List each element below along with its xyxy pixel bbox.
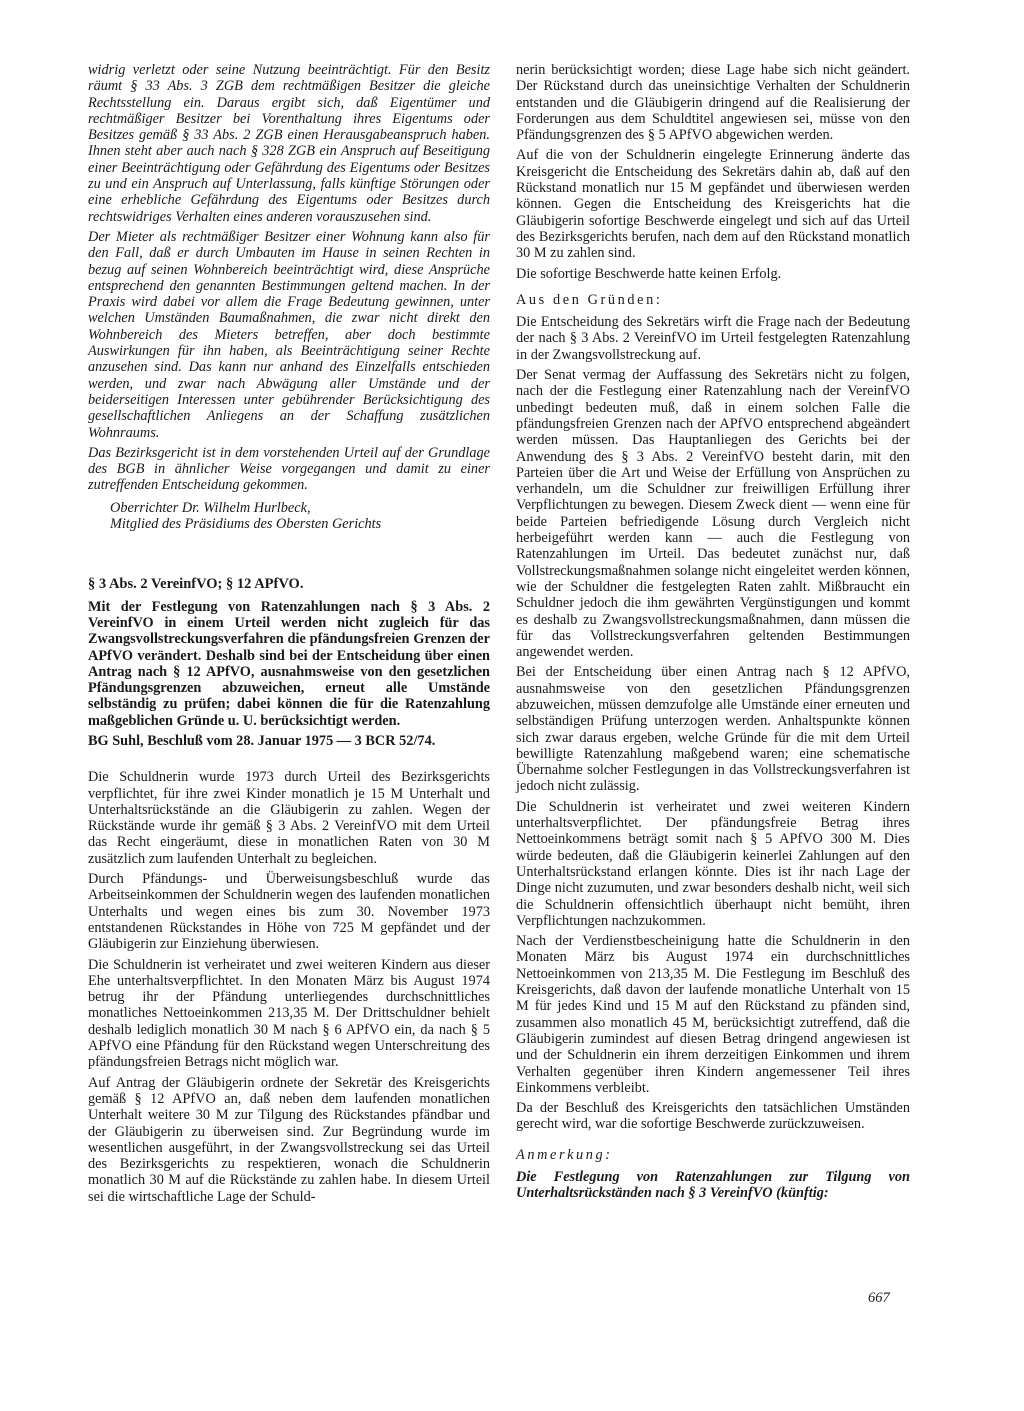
signature-title: Mitglied des Präsidiums des Obersten Gerichts (110, 516, 382, 533)
page-number: 667 (868, 1290, 890, 1306)
note-paragraph: Die Festlegung von Ratenzahlungen zur Tilgung von Unterhaltsrückständen nach § 3 VereinfVO (künftig: (516, 1169, 910, 1202)
facts-paragraph: Die Schuldnerin ist verheiratet und zwei weiteren Kindern aus dieser Ehe unterhaltsverpflichtet. In den Monaten März bis August 1974 betrug ihr der Pfändung unterliegendes durchschnittliches monatliches Nettoeinkommen 213,35 M. Der Drittschuldner behielt deshalb lediglich monatlich 30 M nach § 6 APfVO ein, da nach § 5 APfVO eine Pfändung für den Rückstand wegen Unterschreitung des pfändungsfreien Betrags nicht möglich war. (88, 956, 490, 1071)
grounds-paragraph: Da der Beschluß des Kreisgerichts den tatsächlichen Umständen gerecht wird, war die sofortige Beschwerde zurückzuweisen. (516, 1100, 910, 1133)
facts-paragraph: Auf die von der Schuldnerin eingelegte Erinnerung änderte das Kreisgericht die Entscheidung des Sekretärs dahin ab, daß auf den Rückstand monatlich nur 15 M gepfändet und überwiesen werden können. Gegen die Entscheidung des Kreisgerichts hat die Gläubigerin sofortige Beschwerde eingelegt und sich auf das Urteil des Bezirksgerichts berufen, nach dem auf den Rückstand monatlich 30 M zu zahlen sind. (516, 147, 910, 262)
case-citation: BG Suhl, Beschluß vom 28. Januar 1975 — 3 BCR 52/74. (88, 732, 436, 749)
commentary-paragraph: Das Bezirksgericht ist in dem vorstehenden Urteil auf der Grundlage des BGB in ähnlicher Weise vorgegangen und damit zu einer zutreffenden Entscheidung gekommen. (88, 444, 490, 494)
commentary-paragraph: widrig verletzt oder seine Nutzung beeinträchtigt. Für den Besitz räumt § 33 Abs. 3 ZGB dem rechtmäßigen Besitzer die gleiche Rechtsstellung ein. Daraus ergibt sich, daß Eigentümer und rechtmäßiger Besitzer bei Vorenthaltung ihres Eigentums oder Besitzes gemäß § 33 Abs. 2 ZGB einen Herausgabeanspruch haben. Ihnen steht aber auch nach § 328 ZGB ein Anspruch auf Beseitigung einer Beeinträchtigung oder Gefährdung des Eigentums oder Besitzes zu und ein Anspruch auf Unterlassung, falls künftige Störungen oder eine erhebliche Gefährdung des Eigentums oder Besitzes durch rechtswidriges Verhalten eines anderen vorauszusehen sind. (88, 62, 490, 225)
note-heading: Anmerkung: (516, 1146, 613, 1163)
grounds-heading: Aus den Gründen: (516, 291, 663, 308)
section-heading: § 3 Abs. 2 VereinfVO; § 12 APfVO. (88, 576, 304, 593)
author-signature (110, 500, 490, 533)
grounds-paragraph: Die Schuldnerin ist verheiratet und zwei weiteren Kindern unterhaltsverpflichtet. Der pfändungsfreie Betrag ihres Nettoeinkommens beträgt somit nach § 5 APfVO 300 M. Dies würde bedeuten, daß die Gläubigerin keinerlei Zahlungen auf den Unterhaltsrückstand erlangen könnte. Dies ist ihr nach Lage der Dinge nicht zuzumuten, und zwar besonders deshalb nicht, weil sich die Schuldnerin offensichtlich überhaupt nicht bemüht, ihren Verpflichtungen nachzukommen. (516, 798, 910, 929)
grounds-paragraph: Nach der Verdienstbescheinigung hatte die Schuldnerin in den Monaten März bis August 1974 ein durchschnittliches Nettoeinkommen von 213,35 M. Die Festlegung im Beschluß des Kreisgerichts, daß davon der laufende monatliche Unterhalt von 15 M für jedes Kind und 15 M auf den Rückstand zu pfänden sind, zusammen also monatlich 45 M, berücksichtigt zutreffend, daß die Gläubigerin zumindest auf diesen Betrag dringend angewiesen ist und der Schuldnerin ein ihrem derzeitigen Einkommen und ihrem Verhalten gegenüber ihren Kindern angemessener Teil ihres Einkommens verbleibt. (516, 933, 910, 1096)
grounds-paragraph: Die Entscheidung des Sekretärs wirft die Frage nach der Bedeutung der nach § 3 Abs. 2 VereinfVO im Urteil festgelegten Ratenzahlung in der Zwangsvollstreckung auf. (516, 314, 910, 363)
right-column (516, 62, 910, 1206)
facts-paragraph: Die Schuldnerin wurde 1973 durch Urteil des Bezirksgerichts verpflichtet, für ihre zwei Kinder monatlich je 15 M Unterhalt und Unterhaltsrückstände an die Gläubigerin zu zahlen. Wegen der Rückstände wurde ihr gemäß § 3 Abs. 2 VereinfVO mit dem Urteil das Recht eingeräumt, diese in monatlichen Raten von 30 M zusätzlich zum laufenden Unterhalt zu begleichen. (88, 769, 490, 867)
signature-name: Oberrichter Dr. Wilhelm Hurlbeck, (110, 499, 311, 516)
facts-paragraph: Die sofortige Beschwerde hatte keinen Erfolg. (516, 265, 782, 282)
commentary-paragraph: Der Mieter als rechtmäßiger Besitzer einer Wohnung kann also für den Fall, daß er durch Umbauten im Hause in seinen Rechten in bezug auf seinen Wohnbereich beeinträchtigt wird, diese Ansprüche entsprechend den genannten Bestimmungen geltend machen. In der Praxis wird dabei vor allem die Frage Bedeutung gewinnen, unter welchen Umständen Baumaßnahmen, die zwar nicht direkt den Wohnbereich des Mieters betreffen, aber doch bestimmte Auswirkungen für ihn haben, als Beeinträchtigung seiner Rechte anzusehen sind. Das kann nur anhand des Einzelfalls entschieden werden, und zwar nach Abwägung aller Umstände und der beiderseitigen Interessen unter gebührender Berücksichtigung des gesellschaftlichen Anliegens an der Schaffung zusätzlichen Wohnraums. (88, 228, 490, 441)
left-column (88, 62, 490, 1209)
grounds-paragraph: Der Senat vermag der Auffassung des Sekretärs nicht zu folgen, nach der die Festlegung einer Ratenzahlung nach der VereinfVO unbedingt bedeuten muß, daß in einem solchen Falle die pfändungsfreien Grenzen nach der APfVO entsprechend abgeändert werden müssen. Das Hauptanliegen des Gerichts bei der Anwendung des § 3 Abs. 2 VereinfVO besteht darin, mit den Parteien über die Art und Weise der Erfüllung von Ansprüchen zu verhandeln, um die Schuldner zur freiwilligen Erfüllung ihrer Verpflichtungen zu bewegen. Diesem Zweck dient — wenn eine für beide Parteien befriedigende Lösung durch Vergleich nicht herbeigeführt werden kann — auch die Festlegung von Ratenzahlungen im Urteil. Das bedeutet zunächst nur, daß Vollstreckungsmaßnahmen solange nicht eingeleitet werden können, wie der Schuldner die festgelegten Raten zahlt. Mißbraucht ein Schuldner jedoch die ihm gewährten Vergünstigungen und kommt es deshalb zu Zwangsvollstreckungsmaßnahmen, dann müssen die für das Vollstreckungsverfahren geltenden Bestimmungen angewendet werden. (516, 367, 910, 661)
headnote: Mit der Festlegung von Ratenzahlungen nach § 3 Abs. 2 VereinfVO in einem Urteil werden nicht zugleich für das Zwangsvollstreckungsverfahren die pfändungsfreien Grenzen der APfVO verändert. Deshalb sind bei der Entscheidung über einen Antrag nach § 12 APfVO, ausnahmsweise von den gesetzlichen Pfändungsgrenzen abzuweichen, erneut alle Umstände selbständig zu prüfen; dabei können die für die Ratenzahlung maßgeblichen Gründe u. U. berücksichtigt werden. (88, 598, 490, 729)
facts-paragraph: Auf Antrag der Gläubigerin ordnete der Sekretär des Kreisgerichts gemäß § 12 APfVO an, daß neben dem laufenden monatlichen Unterhalt weitere 30 M zur Tilgung des Rückstandes pfändbar und der Gläubigerin zu überweisen sind. Zur Begründung wurde im wesentlichen ausgeführt, in der Zwangsvollstreckung sei das Urteil des Bezirksgerichts zu respektieren, wonach die Schuldnerin monatlich 30 M auf die Rückstände zu zahlen habe. In diesem Urteil sei die wirtschaftliche Lage der Schuld- (88, 1074, 490, 1205)
grounds-paragraph: Bei der Entscheidung über einen Antrag nach § 12 APfVO, ausnahmsweise von den gesetzlichen Pfändungsgrenzen abzuweichen, müssen demzufolge alle Umstände einer erneuten und selbständigen Prüfung unterzogen werden. Anhaltspunkte können sich zwar daraus ergeben, welche Gründe für die mit dem Urteil bewilligte Ratenzahlung maßgebend waren; eine schematische Übernahme solcher Festlegungen in das Vollstreckungsverfahren ist jedoch nicht zulässig. (516, 664, 910, 795)
facts-paragraph: Durch Pfändungs- und Überweisungsbeschluß wurde das Arbeitseinkommen der Schuldnerin wegen des laufenden monatlichen Unterhalts und wegen eines bis zum 30. November 1973 entstandenen Rückstandes in Höhe von 725 M gepfändet und der Gläubigerin zur Einziehung überwiesen. (88, 871, 490, 953)
facts-paragraph: nerin berücksichtigt worden; diese Lage habe sich nicht geändert. Der Rückstand durch das uneinsichtige Verhalten der Schuldnerin entstanden und die Gläubigerin dringend auf die Realisierung der Forderungen aus dem Schuldtitel angewiesen sei, müsse von den Pfändungsgrenzen des § 5 APfVO abgewichen werden. (516, 62, 910, 144)
